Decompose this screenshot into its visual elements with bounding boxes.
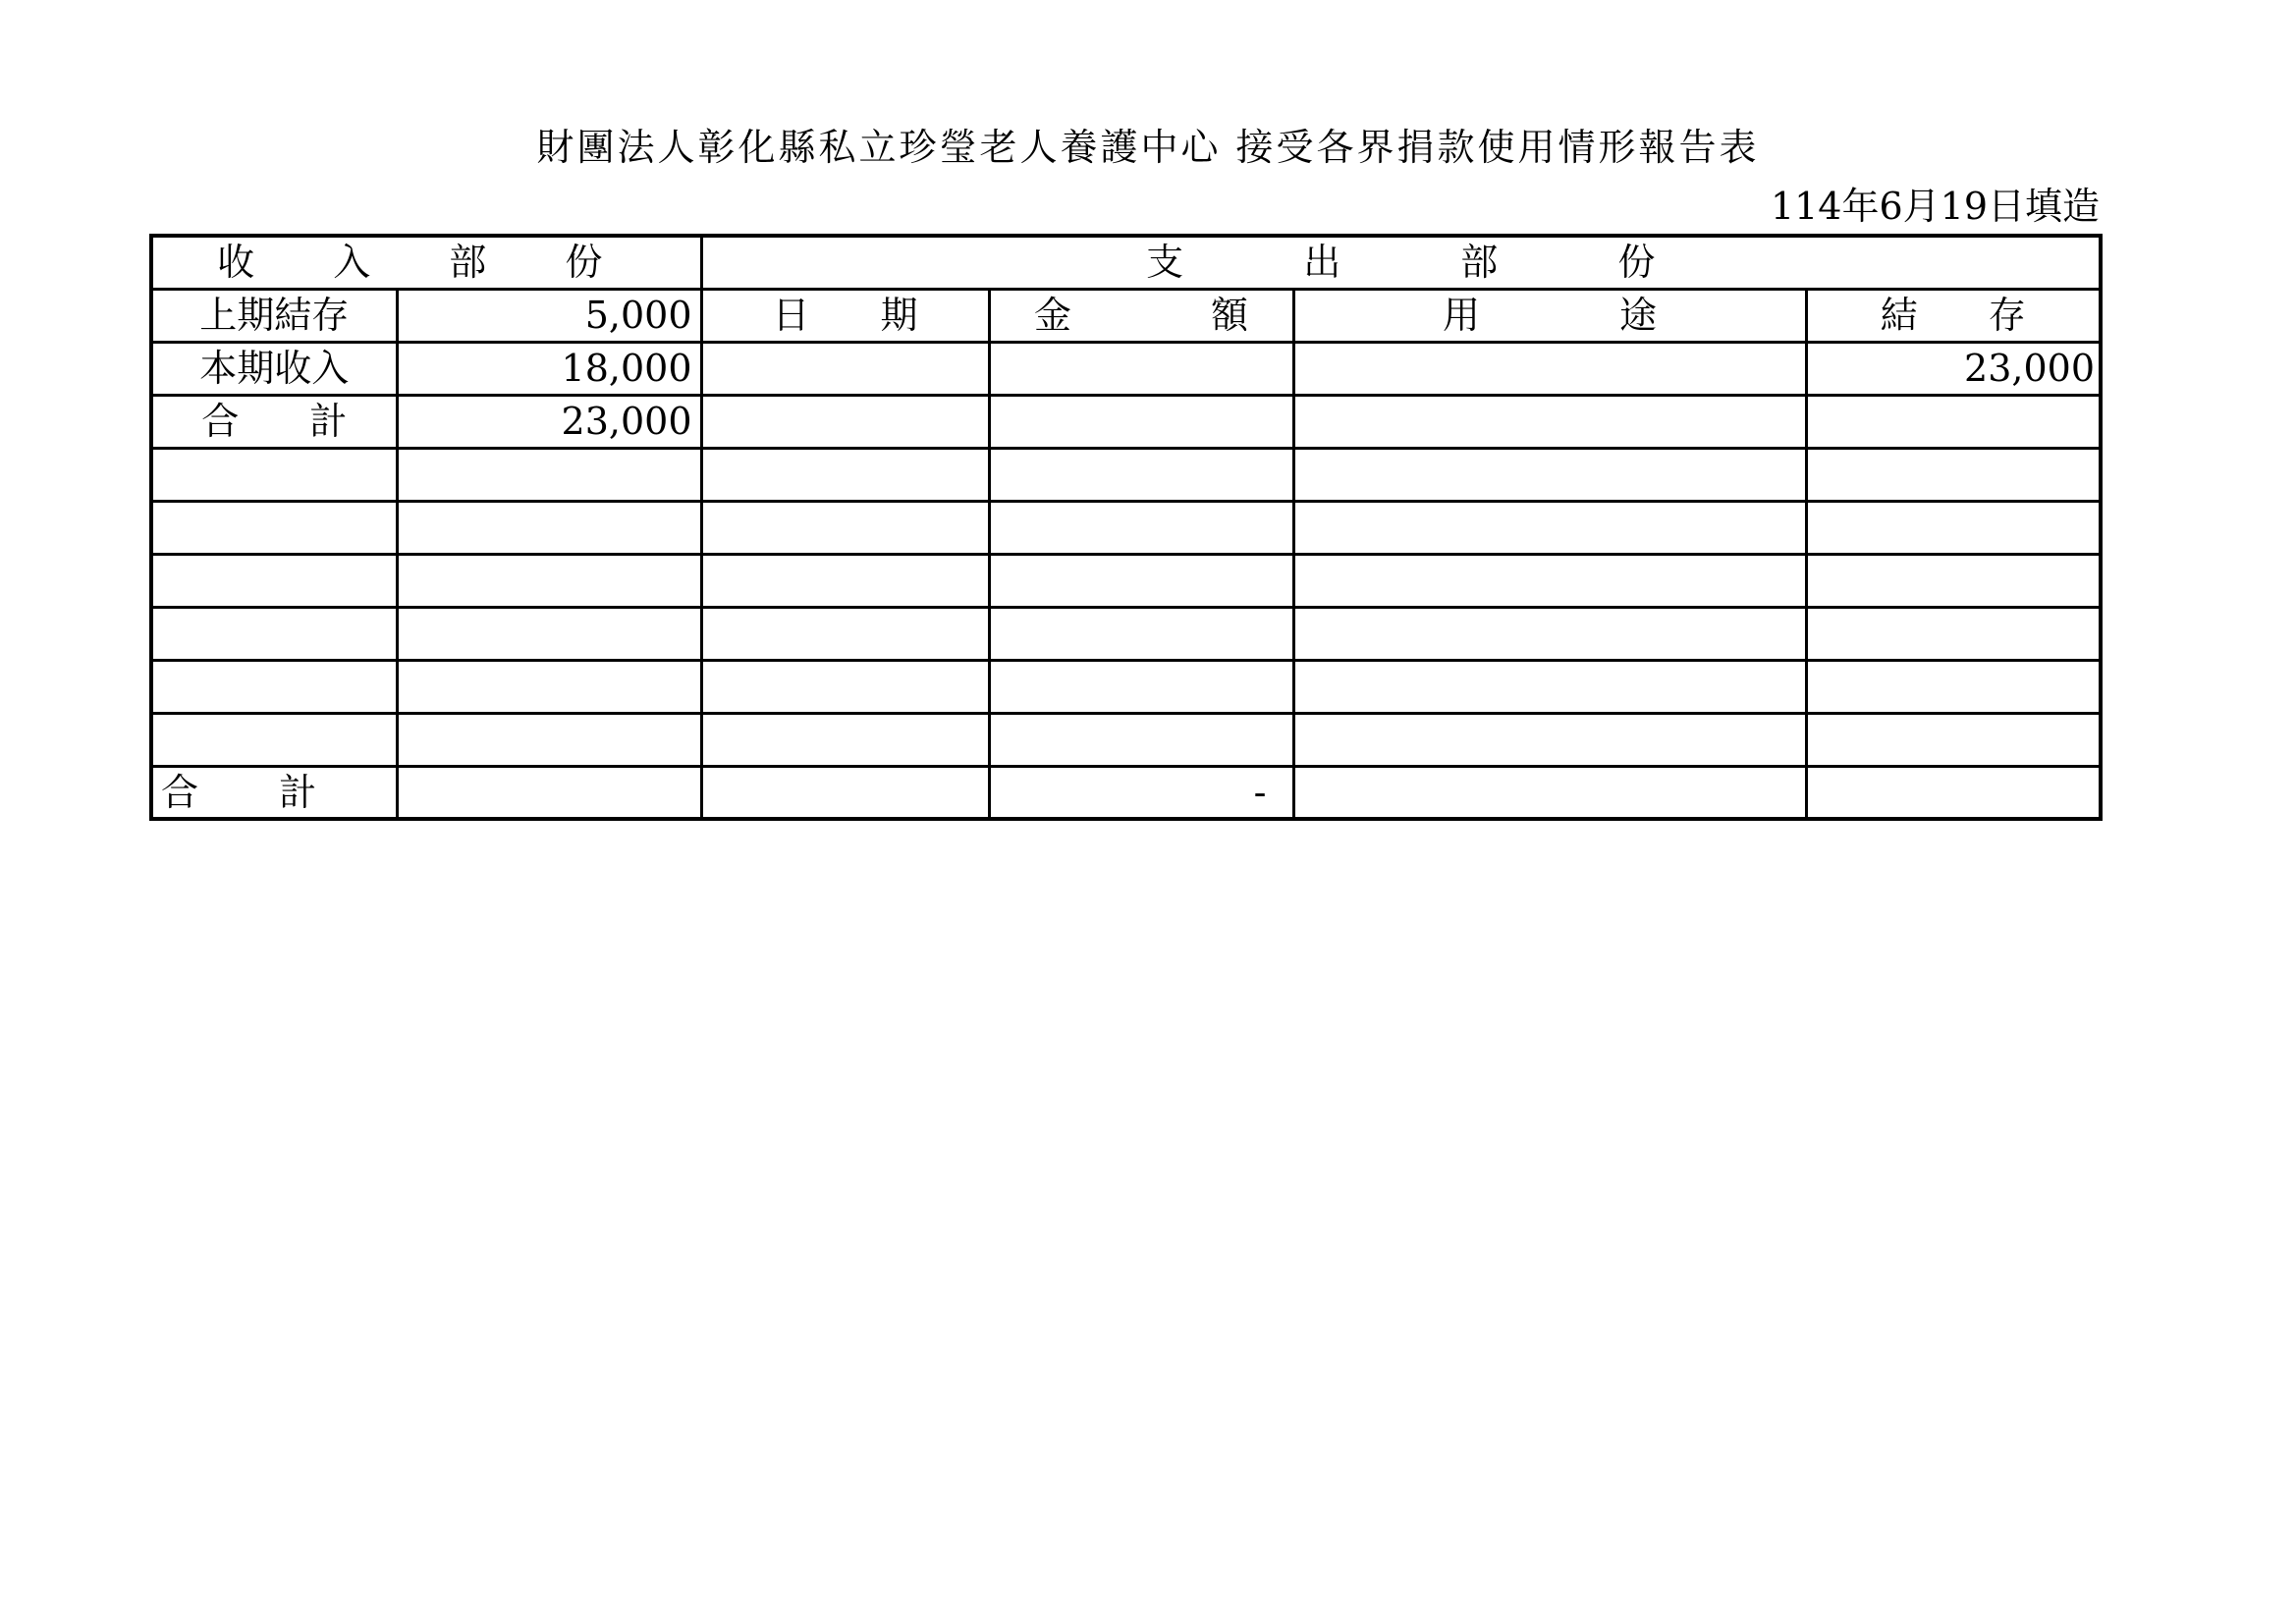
footer-total-amount: - [989, 766, 1293, 819]
expense-date-cell [701, 395, 989, 448]
empty-cell [1806, 554, 2101, 607]
table-row [151, 395, 2101, 448]
empty-cell [701, 448, 989, 501]
empty-cell [1806, 607, 2101, 660]
income-label-total: 合 計 [151, 395, 397, 448]
empty-cell [397, 713, 701, 766]
footer-total-row [151, 766, 2101, 819]
column-header-purpose: 用 途 [1293, 289, 1806, 342]
income-value-total: 23,000 [397, 395, 701, 448]
empty-cell [1293, 501, 1806, 554]
column-header-balance: 結 存 [1806, 289, 2101, 342]
expense-balance-cell [1806, 395, 2101, 448]
empty-cell [1293, 766, 1806, 819]
expense-purpose-cell [1293, 342, 1806, 395]
expense-amount-cell [989, 342, 1293, 395]
income-label-previous-balance: 上期結存 [151, 289, 397, 342]
income-section-header: 收 入 部 份 [151, 236, 701, 289]
section-header-row [151, 236, 2101, 289]
empty-cell [151, 607, 397, 660]
empty-cell [701, 660, 989, 713]
table-row [151, 501, 2101, 554]
empty-cell [701, 607, 989, 660]
expense-purpose-cell [1293, 395, 1806, 448]
column-header-date: 日 期 [701, 289, 989, 342]
empty-cell [397, 766, 701, 819]
table-row [151, 713, 2101, 766]
expense-section-header: 支 出 部 份 [701, 236, 2101, 289]
empty-cell [1293, 607, 1806, 660]
expense-amount-cell [989, 395, 1293, 448]
empty-cell [1806, 501, 2101, 554]
table-row [151, 607, 2101, 660]
report-title: 財團法人彰化縣私立珍瑩老人養護中心 接受各界捐款使用情形報告表 [536, 126, 1760, 169]
empty-cell [397, 660, 701, 713]
donation-usage-table [149, 234, 2103, 821]
column-header-amount: 金 額 [989, 289, 1293, 342]
empty-cell [1293, 713, 1806, 766]
empty-cell [151, 554, 397, 607]
empty-cell [1293, 554, 1806, 607]
empty-cell [397, 501, 701, 554]
empty-cell [151, 501, 397, 554]
expense-balance-cell: 23,000 [1806, 342, 2101, 395]
empty-cell [989, 448, 1293, 501]
fill-date: 114年6月19日填造 [1770, 185, 2100, 228]
empty-cell [1293, 660, 1806, 713]
table-row [151, 342, 2101, 395]
empty-cell [701, 766, 989, 819]
table-row [151, 448, 2101, 501]
empty-cell [989, 501, 1293, 554]
empty-cell [701, 501, 989, 554]
table-row [151, 660, 2101, 713]
empty-cell [151, 448, 397, 501]
empty-cell [1293, 448, 1806, 501]
empty-cell [989, 607, 1293, 660]
empty-cell [701, 554, 989, 607]
income-value-previous-balance: 5,000 [397, 289, 701, 342]
table-row [151, 289, 2101, 342]
income-label-current-income: 本期收入 [151, 342, 397, 395]
expense-date-cell [701, 342, 989, 395]
empty-cell [701, 713, 989, 766]
empty-cell [989, 660, 1293, 713]
empty-cell [397, 607, 701, 660]
footer-total-label: 合 計 [151, 766, 397, 819]
empty-cell [1806, 660, 2101, 713]
empty-cell [989, 554, 1293, 607]
income-value-current-income: 18,000 [397, 342, 701, 395]
empty-cell [1806, 766, 2101, 819]
table-row [151, 554, 2101, 607]
empty-cell [397, 448, 701, 501]
empty-cell [397, 554, 701, 607]
empty-cell [151, 713, 397, 766]
empty-cell [1806, 448, 2101, 501]
empty-cell [989, 713, 1293, 766]
empty-cell [151, 660, 397, 713]
empty-cell [1806, 713, 2101, 766]
